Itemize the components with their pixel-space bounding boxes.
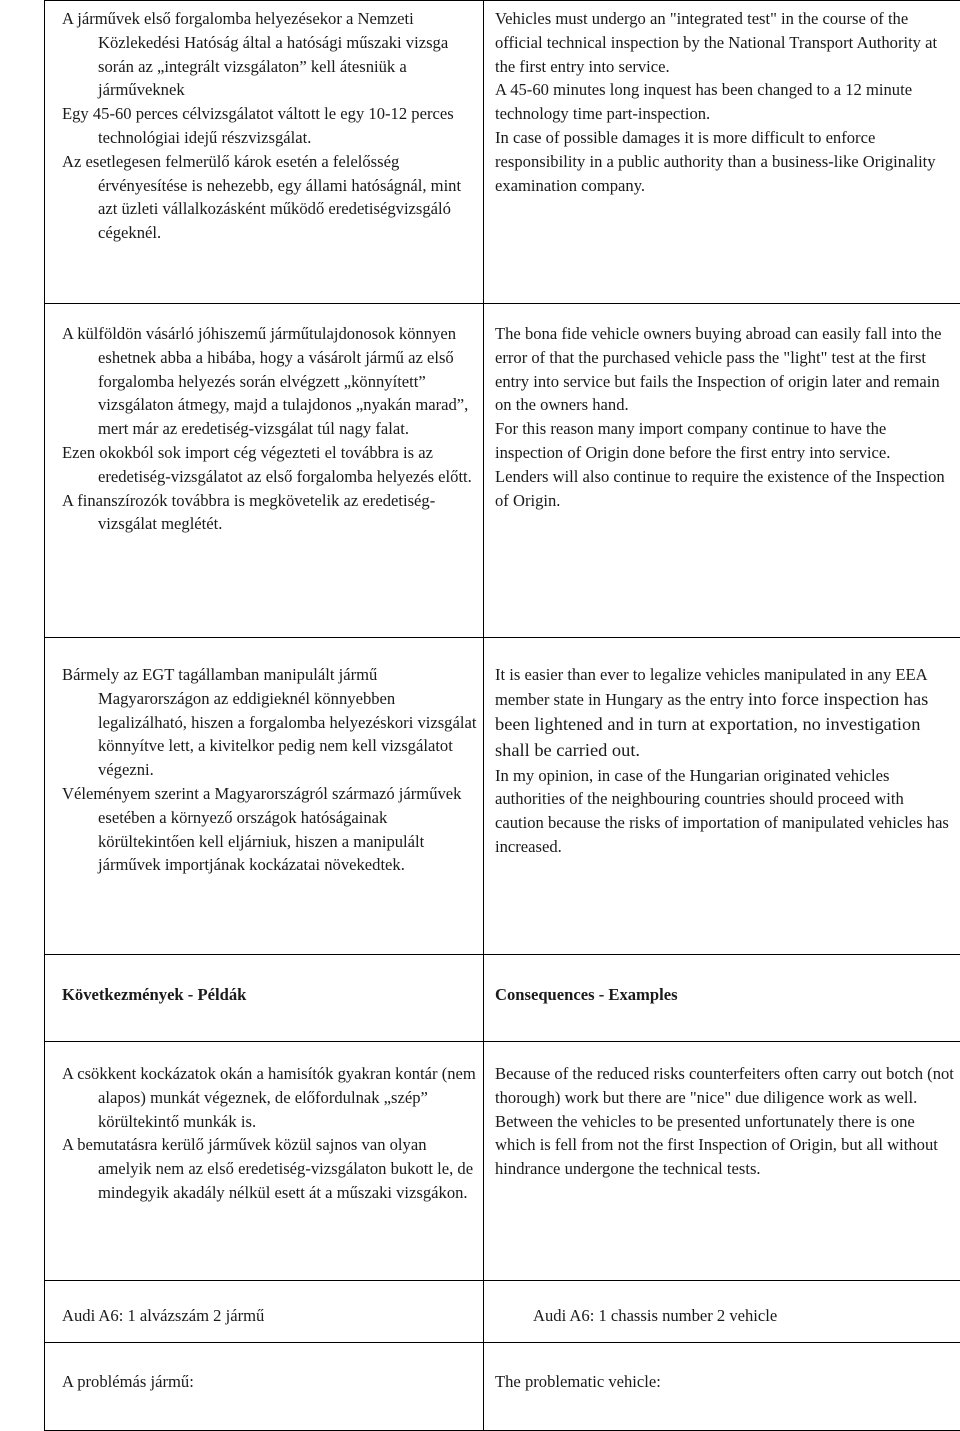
bilingual-table (44, 0, 960, 1431)
paragraph: A csökkent kockázatok okán a hamisítók gyakran kontár (nem alapos) munkát végeznek, de előfordulnak „szép” körültekintő munkák is. (62, 1062, 477, 1133)
hungarian-cell (45, 955, 484, 1042)
table-row (45, 1281, 960, 1343)
hungarian-cell (45, 1042, 484, 1281)
paragraph: Egy 45-60 perces célvizsgálatot váltott le egy 10-12 perces technológiai idejű részvizsgálat. (62, 102, 477, 150)
section-heading: Consequences - Examples (495, 983, 956, 1007)
table-row (45, 955, 960, 1042)
paragraph: The bona fide vehicle owners buying abroad can easily fall into the error of that the purchased vehicle pass the "light" test at the first entry into service but fails the Inspection of origin later and remain on the owners hand. (495, 322, 956, 417)
english-cell (484, 955, 960, 1042)
table-row (45, 304, 960, 638)
section-heading: Következmények - Példák (62, 983, 477, 1007)
example-label: The problematic vehicle: (495, 1370, 956, 1394)
english-cell (484, 1, 960, 304)
example-label: Audi A6: 1 alvázszám 2 jármű (62, 1304, 477, 1328)
english-cell (484, 1042, 960, 1281)
paragraph: A járművek első forgalomba helyezésekor a Nemzeti Közlekedési Hatóság által a hatósági műszaki vizsga során az „integrált vizsgálaton” kell átesniük a járműveknek (62, 7, 477, 102)
example-label: A problémás jármű: (62, 1370, 477, 1394)
example-label: Audi A6: 1 chassis number 2 vehicle (495, 1304, 956, 1328)
table-row (45, 1042, 960, 1281)
english-cell (484, 1343, 960, 1431)
paragraph: A külföldön vásárló jóhiszemű járműtulajdonosok könnyen eshetnek abba a hibába, hogy a vásárolt jármű az első forgalomba helyezés során elvégzett „könnyített” vizsgálaton átmegy, majd a tulajdonos „nyakán marad”, mert már az eredetiség-vizsgálat túl nagy falat. (62, 322, 477, 441)
table-row (45, 638, 960, 955)
hungarian-cell (45, 638, 484, 955)
hungarian-cell (45, 1343, 484, 1431)
hungarian-cell (45, 304, 484, 638)
english-cell (484, 304, 960, 638)
paragraph: A finanszírozók továbbra is megkövetelik az eredetiség-vizsgálat meglétét. (62, 489, 477, 537)
text-run: into force inspection has been lightened and in turn at exportation, no investigation shall be carried out. (495, 689, 928, 760)
paragraph (495, 663, 956, 764)
paragraph: A bemutatásra kerülő járművek közül sajnos van olyan amelyik nem az első eredetiség-vizsgálaton bukott le, de mindegyik akadály nélkül esett át a műszaki vizsgákon. (62, 1133, 477, 1204)
paragraph: Ezen okokból sok import cég végezteti el továbbra is az eredetiség-vizsgálatot az első forgalomba helyezés előtt. (62, 441, 477, 489)
table-row (45, 1, 960, 304)
paragraph: For this reason many import company continue to have the inspection of Origin done before the first entry into service. (495, 417, 956, 465)
paragraph: Because of the reduced risks counterfeiters often carry out botch (not thorough) work but there are "nice" due diligence work as well. (495, 1062, 956, 1110)
english-cell (484, 1281, 960, 1343)
text-run: It is easier than ever to legalize vehicles manipulated in any EEA member state in Hungary as the entry (495, 665, 927, 709)
paragraph: Bármely az EGT tagállamban manipulált jármű Magyarországon az eddigieknél könnyebben legalizálható, hiszen a forgalomba helyezéskori vizsgálat könnyítve lett, a kivitelkor pedig nem kell vizsgálatot végezni. (62, 663, 477, 782)
paragraph: Between the vehicles to be presented unfortunately there is one which is fell from not the first Inspection of Origin, but all without hindrance undergone the technical tests. (495, 1110, 956, 1181)
table-row (45, 1343, 960, 1431)
paragraph: Véleményem szerint a Magyarországról származó járművek esetében a környező országok hatóságainak körültekintően kell eljárniuk, hiszen a manipulált járművek importjának kockázatai növekedtek. (62, 782, 477, 877)
paragraph: In my opinion, in case of the Hungarian originated vehicles authorities of the neighbouring countries should proceed with caution because the risks of importation of manipulated vehicles has increased. (495, 764, 956, 859)
english-cell (484, 638, 960, 955)
paragraph: Lenders will also continue to require the existence of the Inspection of Origin. (495, 465, 956, 513)
paragraph: A 45-60 minutes long inquest has been changed to a 12 minute technology time part-inspection. (495, 78, 956, 126)
paragraph: Az esetlegesen felmerülő károk esetén a felelősség érvényesítése is nehezebb, egy állami hatóságnál, mint azt üzleti vállalkozásként működő eredetiségvizsgáló cégeknél. (62, 150, 477, 245)
hungarian-cell (45, 1, 484, 304)
hungarian-cell (45, 1281, 484, 1343)
paragraph: In case of possible damages it is more difficult to enforce responsibility in a public authority than a business-like Originality examination company. (495, 126, 956, 197)
paragraph: Vehicles must undergo an "integrated test" in the course of the official technical inspection by the National Transport Authority at the first entry into service. (495, 7, 956, 78)
